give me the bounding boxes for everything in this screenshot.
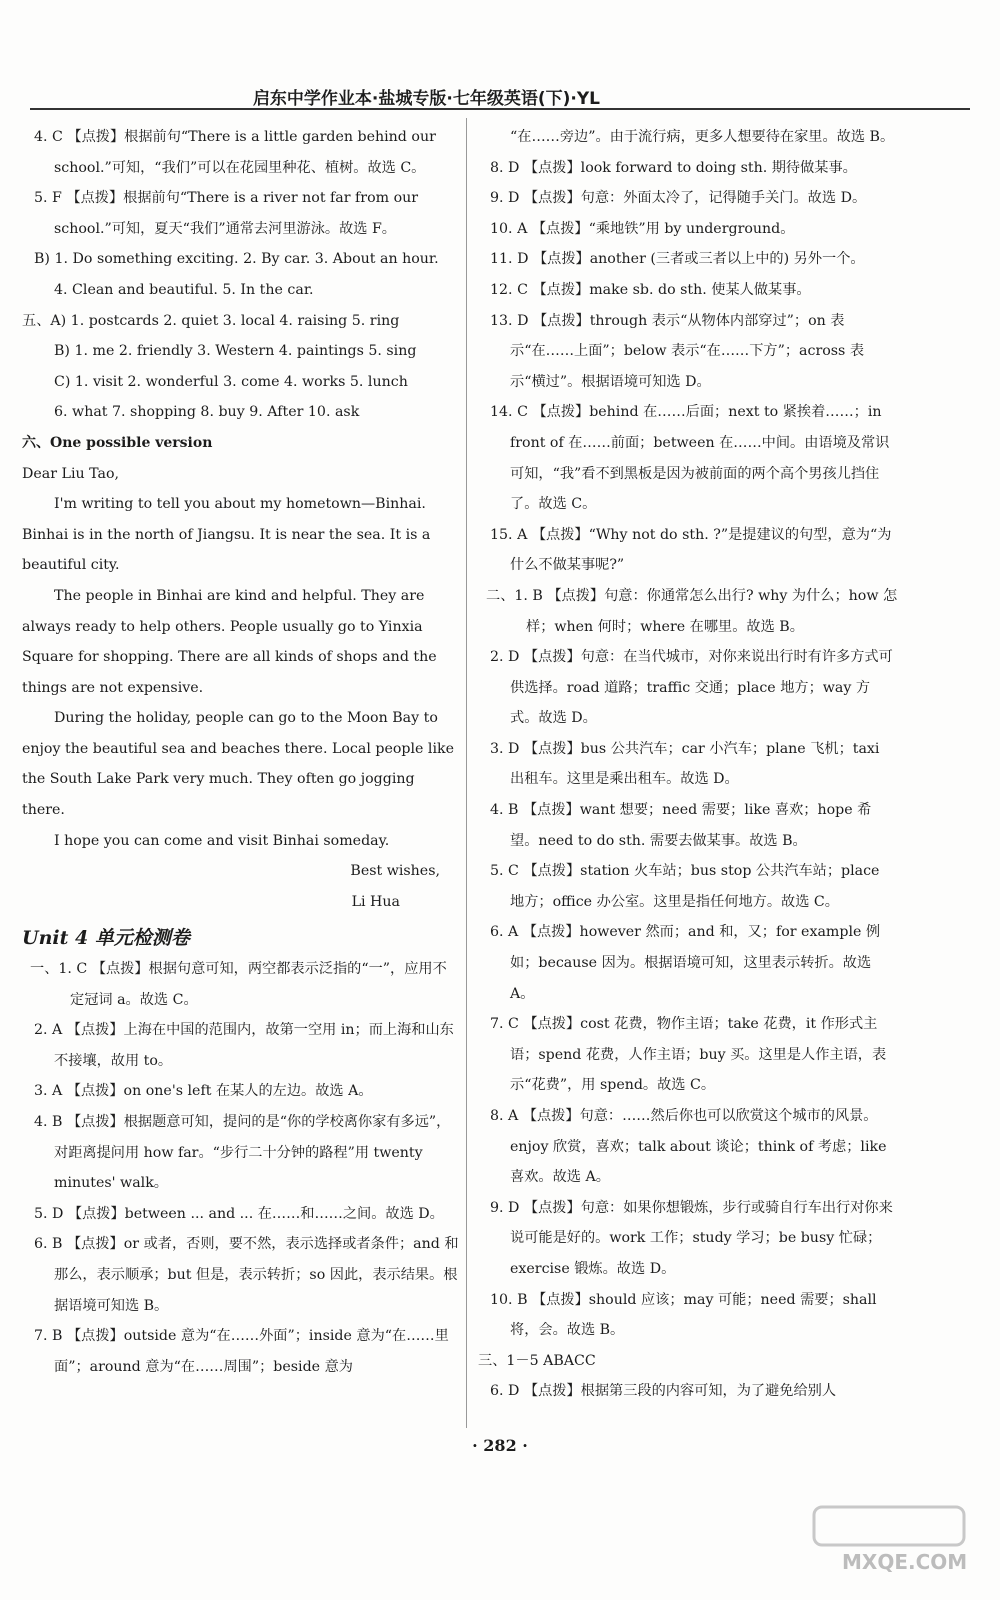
sample-letter <box>22 459 460 918</box>
answer-item: 10. A 【点拨】“乘地铁”用 by underground。 <box>490 220 795 237</box>
letter-paragraph: During the holiday, people can go to the Moon Bay to enjoy the beautiful sea and beaches there. Local people like the South Lake Park very much. They often go jogging there. <box>22 710 454 819</box>
header-rule <box>30 108 970 110</box>
answer-item: 9. D 【点拨】句意：如果你想锻炼，步行或骑自行车出行对你来说可能是好的。work 工作；study 学习；be busy 忙碌；exercise 锻炼。故选 D。 <box>490 1199 893 1277</box>
answer-item: 4. B 【点拨】根据题意可知，提问的是“你的学校离你家有多远”，对距离提问用 how far。“步行二十分钟的路程”用 twenty minutes' walk。 <box>34 1114 451 1192</box>
answer-item: 一、1. C 【点拨】根据句意可知，两空都表示泛指的“一”，应用不定冠词 a。故选 C。 <box>30 961 447 1008</box>
answer-item: 8. A 【点拨】句意：……然后你也可以欣赏这个城市的风景。enjoy 欣赏，喜欢；talk about 谈论；think of 考虑；like 喜欢。故选 A。 <box>490 1108 887 1186</box>
watermark-logo <box>812 1505 982 1575</box>
answer-item: 9. D 【点拨】句意：外面太冷了，记得随手关门。故选 D。 <box>490 190 867 207</box>
answer-item: 2. D 【点拨】句意：在当代城市，对你来说出行时有许多方式可供选择。road 道路；traffic 交通；place 地方；way 方式。故选 D。 <box>490 649 893 727</box>
answer-item: 3. D 【点拨】bus 公共汽车；car 小汽车；plane 飞机；taxi 出租车。这里是乘出租车。故选 D。 <box>490 740 880 788</box>
answer-item: 6. D 【点拨】根据第三段的内容可知，为了避免给别人 <box>490 1383 837 1400</box>
answer-item: 二、1. B 【点拨】句意：你通常怎么出行? why 为什么；how 怎样；when 何时；where 在哪里。故选 B。 <box>486 587 898 635</box>
answer-item: 4. Clean and beautiful. 5. In the car. <box>54 281 314 298</box>
answer-item: B) 1. me 2. friendly 3. Western 4. paintings 5. sing <box>54 343 417 360</box>
answer-item: 12. C 【点拨】make sb. do sth. 使某人做某事。 <box>490 281 811 298</box>
column-divider <box>466 118 467 1428</box>
answer-item: 13. D 【点拨】through 表示“从物体内部穿过”；on 表示“在……上面”；below 表示“在……下方”；across 表示“横过”。根据语境可知选 D。 <box>490 312 865 390</box>
answer-item: 6. B 【点拨】or 或者，否则，要不然，表示选择或者条件；and 和那么，表示顺承；but 但是，表示转折；so 因此，表示结果。根据语境可知选 B。 <box>34 1236 459 1314</box>
running-header: 启东中学作业本·盐城专版·七年级英语(下)·YL <box>252 89 600 109</box>
answer-item: 6. A 【点拨】however 然而；and 和，又；for example 例如；because 因为。根据语境可知，这里表示转折。故选 A。 <box>490 924 881 1002</box>
answer-item: 5. F 【点拨】根据前句“There is a river not far from our school.”可知，夏天“我们”通常去河里游泳。故选 F。 <box>34 190 419 237</box>
answer-item: 5. D 【点拨】between ... and ... 在……和……之间。故选 D。 <box>34 1205 444 1222</box>
answer-item: 8. D 【点拨】look forward to doing sth. 期待做某事。 <box>490 159 857 176</box>
answer-item: 7. C 【点拨】cost 花费，物作主语；take 花费，it 作形式主语；spend 花费，人作主语；buy 买。这里是人作主语，表示“花费”，用 spend。故选 C。 <box>490 1016 887 1094</box>
answer-item: 3. A 【点拨】on one's left 在某人的左边。故选 A。 <box>34 1083 373 1100</box>
letter-signature: Li Hua <box>351 893 400 910</box>
watermark-text: MXQE.COM <box>842 1550 968 1574</box>
answer-item: 7. B 【点拨】outside 意为“在……外面”；inside 意为“在……里面”；around 意为“在……周围”；beside 意为 <box>34 1328 449 1375</box>
answer-item: “在……旁边”。由于流行病，更多人想要待在家里。故选 B。 <box>510 129 895 145</box>
answer-item: 4. C 【点拨】根据前句“There is a little garden behind our school.”可知，“我们”可以在花园里种花、植树。故选 C。 <box>34 129 436 176</box>
answer-item: 6. what 7. shopping 8. buy 9. After 10. ask <box>54 404 360 421</box>
answer-item: 五、A) 1. postcards 2. quiet 3. local 4. raising 5. ring <box>22 312 400 329</box>
answer-item: 11. D 【点拨】another (三者或三者以上中的) 另外一个。 <box>490 251 865 268</box>
answer-item: B) 1. Do something exciting. 2. By car. 3. About an hour. <box>34 251 439 268</box>
letter-greeting: Dear Liu Tao, <box>22 465 119 482</box>
letter-paragraph: I hope you can come and visit Binhai someday. <box>54 832 390 849</box>
unit-title: Unit 4 单元检测卷 <box>22 927 190 950</box>
answer-item: 14. C 【点拨】behind 在……后面；next to 紧挨着……；in front of 在……前面；between 在……中间。由语境及常识可知，“我”看不到黑板是因为被前面的两个高个男孩儿挡住了。故选 C。 <box>490 404 890 513</box>
answer-item: C) 1. visit 2. wonderful 3. come 4. works 5. lunch <box>54 373 408 390</box>
letter-paragraph: The people in Binhai are kind and helpful. They are always ready to help others. People usually go to Yinxia Square for shopping. There are all kinds of shops and the things are not expensive. <box>22 587 437 696</box>
letter-closing: Best wishes, <box>350 863 440 880</box>
section-heading: 六、One possible version <box>22 434 213 451</box>
left-column <box>22 122 460 1382</box>
answer-item: 2. A 【点拨】上海在中国的范围内，故第一空用 in；而上海和山东不接壤，故用 to。 <box>34 1022 454 1069</box>
answer-item: 4. B 【点拨】want 想要；need 需要；like 喜欢；hope 希望。need to do sth. 需要去做某事。故选 B。 <box>490 802 872 849</box>
answer-item: 15. A 【点拨】“Why not do sth. ?”是提建议的句型，意为“为什么不做某事呢?” <box>490 526 892 574</box>
answer-item: 10. B 【点拨】should 应该；may 可能；need 需要；shall 将，会。故选 B。 <box>490 1291 877 1339</box>
letter-paragraph: I'm writing to tell you about my hometown—Binhai. Binhai is in the north of Jiangsu. It is near the sea. It is a beautiful city. <box>22 496 431 574</box>
right-column <box>478 122 898 1407</box>
answer-item: 三、1－5 ABACC <box>478 1352 596 1369</box>
page-number: · 282 · <box>472 1436 528 1455</box>
answer-item: 5. C 【点拨】station 火车站；bus stop 公共汽车站；place 地方；office 办公室。这里是指任何地方。故选 C。 <box>490 863 880 910</box>
